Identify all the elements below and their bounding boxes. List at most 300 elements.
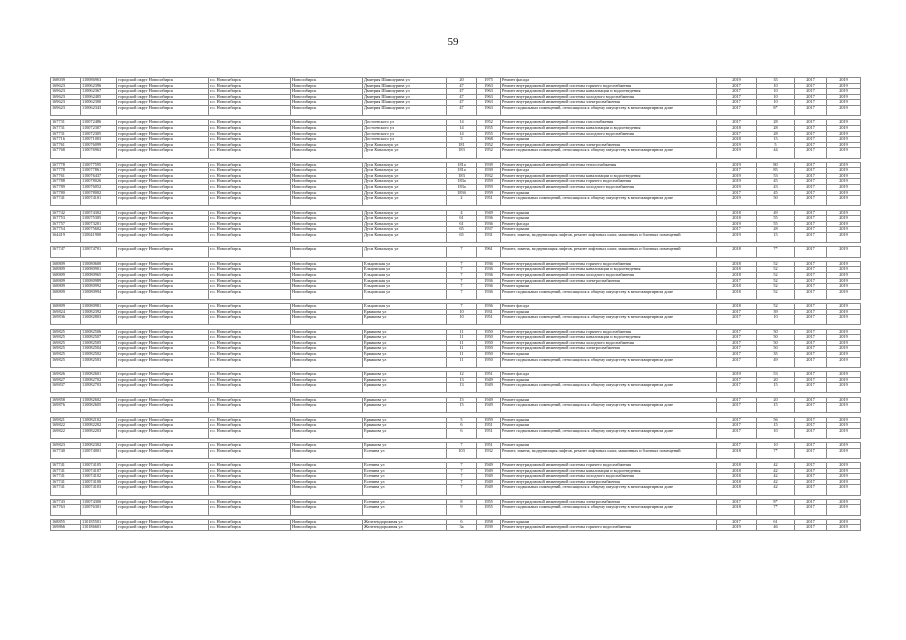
table-cell: 1950	[477, 346, 501, 352]
table-cell: городской округ Новосибирск	[117, 304, 209, 310]
table-cell: 2019	[827, 247, 861, 257]
table-cell: Ермакова ул	[363, 352, 447, 358]
table-row	[51, 105, 861, 115]
table-cell: городской округ Новосибирск	[117, 137, 209, 143]
table-cell: 7	[447, 479, 477, 485]
table-cell: 1950	[477, 352, 501, 358]
table-cell: г.о. Новосибирск	[209, 131, 291, 137]
table-cell: 2019	[827, 289, 861, 299]
table-cell: Новосибирск	[291, 89, 363, 95]
table-cell: Ремонт, замена, модернизация лифтов, ремонт лифтовых шахт, машинных и блочных помещений	[501, 448, 717, 458]
table-cell: Ремонт внутридомовой инженерной системы теплоснабжения	[501, 162, 717, 168]
table-cell: 1955	[477, 125, 501, 131]
table-cell: 2017	[795, 83, 827, 89]
table-cell: городской округ Новосибирск	[117, 463, 209, 469]
table-cell: 110072305	[81, 131, 117, 137]
table-cell: г.о. Новосибирск	[209, 468, 291, 474]
table-cell: городской округ Новосибирск	[117, 423, 209, 429]
table-cell: 1950	[477, 329, 501, 335]
table-cell: 167763	[51, 505, 81, 515]
table-cell: Новосибирск	[291, 247, 363, 257]
table-cell: Дуси Ковальчук ул	[363, 221, 447, 227]
table-cell: 110074100	[81, 479, 117, 485]
table-cell: 10	[757, 443, 795, 449]
table-cell: 80	[757, 162, 795, 168]
table-cell: 2019	[717, 525, 757, 531]
table-row	[51, 289, 861, 299]
table-cell: 7	[447, 261, 477, 267]
table-cell: 168809	[51, 261, 81, 267]
table-cell: 168809	[51, 304, 81, 310]
table-cell: 169623	[51, 100, 81, 106]
table-cell: 2019	[827, 100, 861, 106]
table-cell: Ремонт внутридомовой инженерной системы горячего водоснабжения	[501, 261, 717, 267]
table-cell: 2017	[795, 340, 827, 346]
table-cell: 183а	[447, 185, 477, 191]
table-cell: 2017	[795, 179, 827, 185]
table-cell: 110082504	[81, 346, 117, 352]
table-cell: 1952	[477, 142, 501, 148]
table-cell: 47	[447, 105, 477, 115]
table-cell: 2019	[827, 448, 861, 458]
table-cell: 2019	[827, 125, 861, 131]
table-cell: 1975	[477, 78, 501, 84]
table-cell: Новосибирск	[291, 185, 363, 191]
table-cell: городской округ Новосибирск	[117, 448, 209, 458]
table-cell: 1955	[477, 505, 501, 515]
table-cell: 1949	[477, 485, 501, 495]
table-cell: Железнодорожная ул	[363, 525, 447, 531]
table-cell: 2017	[795, 479, 827, 485]
table-cell: 2017	[795, 247, 827, 257]
table-cell: 2019	[827, 346, 861, 352]
table-cell: 169623	[51, 94, 81, 100]
table-cell: 1939	[477, 168, 501, 174]
table-cell: городской округ Новосибирск	[117, 428, 209, 438]
table-cell: 2019	[827, 340, 861, 346]
table-cell: 2019	[827, 485, 861, 495]
table-cell: 167742	[51, 210, 81, 216]
table-row	[51, 315, 861, 325]
table-cell: городской округ Новосибирск	[117, 340, 209, 346]
table-cell: 2017	[795, 474, 827, 480]
table-cell: г.о. Новосибирск	[209, 474, 291, 480]
table-cell: Дмитрия Шамшурина ул	[363, 83, 447, 89]
table-cell: 2019	[717, 233, 757, 243]
table-cell: 2017	[717, 190, 757, 196]
table-cell: Новосибирск	[291, 315, 363, 325]
table-cell: 169623	[51, 89, 81, 95]
table-cell: 110186601	[81, 525, 117, 531]
table-cell: Новосибирск	[291, 173, 363, 179]
table-cell: Ремонт крыши	[501, 352, 717, 358]
table-cell: 2017	[795, 428, 827, 438]
table-cell: Ельцовская ул	[363, 278, 447, 284]
table-cell: Ермакова ул	[363, 315, 447, 325]
table-cell: Достоевского ул	[363, 120, 447, 126]
table-cell: Дуси Ковальчук ул	[363, 233, 447, 243]
table-cell: Ермакова ул	[363, 383, 447, 393]
table-row	[51, 383, 861, 393]
table-cell: 110041900	[81, 233, 117, 243]
table-cell: 2018	[717, 272, 757, 278]
table-cell: 2018	[717, 474, 757, 480]
table-cell: г.о. Новосибирск	[209, 94, 291, 100]
table-cell: городской округ Новосибирск	[117, 210, 209, 216]
table-cell: 2019	[827, 315, 861, 325]
table-cell: 1949	[477, 210, 501, 216]
table-cell: 2017	[795, 210, 827, 216]
table-cell: 7	[447, 468, 477, 474]
table-cell: городской округ Новосибирск	[117, 179, 209, 185]
table-cell: 110074101	[81, 196, 117, 206]
table-cell: 28	[757, 120, 795, 126]
table-cell: 1955	[477, 499, 501, 505]
table-cell: 110082506	[81, 329, 117, 335]
table-cell: 5	[757, 142, 795, 148]
table-cell: 2018	[717, 463, 757, 469]
table-cell: 2019	[717, 372, 757, 378]
table-cell: 181а	[447, 162, 477, 168]
table-cell: 10	[757, 89, 795, 95]
table-cell: Дмитрия Шамшурина ул	[363, 94, 447, 100]
table-cell: Ермакова ул	[363, 443, 447, 449]
table-cell: 15	[447, 403, 477, 413]
table-cell: 13	[447, 383, 477, 393]
table-cell: 110071003	[81, 137, 117, 143]
table-cell: 42	[757, 474, 795, 480]
table-cell: 167743	[51, 499, 81, 505]
table-cell: 2017	[795, 216, 827, 222]
table-cell: 2019	[827, 468, 861, 474]
table-cell: Новосибирск	[291, 278, 363, 284]
table-cell: городской округ Новосибирск	[117, 372, 209, 378]
table-cell: Новосибирск	[291, 233, 363, 243]
table-cell: Ремонт подвальных помещений, относящихся к общему имуществу в многоквартирном доме	[501, 315, 717, 325]
table-cell: 1961	[477, 247, 501, 257]
table-cell: г.о. Новосибирск	[209, 352, 291, 358]
table-cell: г.о. Новосибирск	[209, 403, 291, 413]
table-cell: 2017	[795, 485, 827, 495]
table-cell: городской округ Новосибирск	[117, 216, 209, 222]
table-cell: Ремонт внутридомовой инженерной системы горячего водоснабжения	[501, 463, 717, 469]
table-cell: городской округ Новосибирск	[117, 443, 209, 449]
table-cell: 2019	[827, 505, 861, 515]
table-cell: 61	[757, 519, 795, 525]
table-cell: г.о. Новосибирск	[209, 278, 291, 284]
table-cell: 1951	[477, 315, 501, 325]
table-cell: г.о. Новосибирск	[209, 89, 291, 95]
table-cell: 2017	[795, 519, 827, 525]
table-cell: 50	[757, 346, 795, 352]
table-cell: 2017	[717, 168, 757, 174]
table-cell: 2019	[827, 397, 861, 403]
table-cell: Новосибирск	[291, 210, 363, 216]
table-cell: 9	[447, 505, 477, 515]
table-cell: 13	[447, 377, 477, 383]
table-cell: 181	[447, 142, 477, 148]
table-cell: 2017	[795, 284, 827, 290]
table-cell: Новосибирск	[291, 142, 363, 148]
table-cell: 168809	[51, 278, 81, 284]
table-cell: 2019	[827, 190, 861, 196]
table-cell: г.о. Новосибирск	[209, 428, 291, 438]
table-cell: Новосибирск	[291, 423, 363, 429]
table-cell: 47	[447, 89, 477, 95]
table-cell: 110075305	[81, 216, 117, 222]
table-cell: Ельцовская ул	[363, 304, 447, 310]
table-cell: 49	[757, 210, 795, 216]
table-cell: 2017	[795, 315, 827, 325]
table-cell: 1931	[477, 233, 501, 243]
table-cell: Новосибирск	[291, 168, 363, 174]
table-cell: г.о. Новосибирск	[209, 216, 291, 222]
table-cell: городской округ Новосибирск	[117, 397, 209, 403]
table-cell: 2019	[827, 383, 861, 393]
table-cell: г.о. Новосибирск	[209, 137, 291, 143]
table-cell: 168039	[51, 78, 81, 84]
table-cell: г.о. Новосибирск	[209, 423, 291, 429]
table-cell: 110062300	[81, 100, 117, 106]
table-cell: 2017	[795, 329, 827, 335]
table-cell: 169822	[51, 428, 81, 438]
table-cell: 110076099	[81, 142, 117, 148]
table-cell: 167741	[51, 468, 81, 474]
table-cell: 2017	[717, 423, 757, 429]
table-cell: 35	[757, 352, 795, 358]
table-cell: Новосибирск	[291, 485, 363, 495]
table-cell: 7	[447, 463, 477, 469]
table-cell: г.о. Новосибирск	[209, 148, 291, 158]
table-cell: г.о. Новосибирск	[209, 168, 291, 174]
table-cell: Новосибирск	[291, 179, 363, 185]
table-cell: Ремонт подвальных помещений, относящихся к общему имуществу в многоквартирном доме	[501, 403, 717, 413]
table-cell: 12	[447, 372, 477, 378]
table-cell: Новосибирск	[291, 372, 363, 378]
table-cell: 2017	[795, 372, 827, 378]
table-cell: 2017	[717, 227, 757, 233]
table-cell: 52	[757, 304, 795, 310]
table-cell: 110074302	[81, 210, 117, 216]
table-cell: 167741	[51, 474, 81, 480]
table-cell: 2017	[717, 346, 757, 352]
table-cell: 1950	[477, 340, 501, 346]
table-cell: Дуси Ковальчук ул	[363, 142, 447, 148]
table-cell: 1949	[477, 474, 501, 480]
table-cell: 2018	[717, 485, 757, 495]
table-cell: 2017	[795, 377, 827, 383]
table-cell: 1963	[477, 83, 501, 89]
table-cell: 110185501	[81, 519, 117, 525]
table-cell: 2019	[827, 142, 861, 148]
table-cell: Ремонт внутридомовой инженерной системы канализации и водоотведения	[501, 173, 717, 179]
table-cell: 2019	[827, 443, 861, 449]
table-cell: Ремонт внутридомовой инженерной системы электроснабжения	[501, 499, 717, 505]
table-cell: Ремонт внутридомовой инженерной системы горячего водоснабжения	[501, 329, 717, 335]
table-cell: Ермакова ул	[363, 329, 447, 335]
table-cell: 167757	[51, 221, 81, 227]
table-cell: 2017	[795, 168, 827, 174]
table-cell: Ермакова ул	[363, 340, 447, 346]
table-cell: Новосибирск	[291, 272, 363, 278]
table-cell: 2019	[827, 131, 861, 137]
table-cell: 39	[757, 309, 795, 315]
table-cell: Новосибирск	[291, 377, 363, 383]
table-cell: 7	[447, 247, 477, 257]
table-cell: 1949	[477, 479, 501, 485]
table-cell: 1949	[477, 403, 501, 413]
table-cell: Новосибирск	[291, 100, 363, 106]
table-cell: 4	[447, 210, 477, 216]
table-cell: Ремонт фасада	[501, 221, 717, 227]
table-cell: г.о. Новосибирск	[209, 443, 291, 449]
table-cell: 110062367	[81, 89, 117, 95]
table-cell: 2019	[717, 196, 757, 206]
table-cell: 2018	[717, 261, 757, 267]
table-cell: 167778	[51, 162, 81, 168]
table-cell: 2019	[827, 377, 861, 383]
table-cell: 15	[757, 403, 795, 413]
table-cell: 1952	[477, 148, 501, 158]
table-cell: Есенина ул	[363, 448, 447, 458]
table-cell: 110082605	[81, 403, 117, 413]
table-cell: городской округ Новосибирск	[117, 309, 209, 315]
table-cell: 183	[447, 173, 477, 179]
table-cell: 1950	[477, 357, 501, 367]
table-cell: г.о. Новосибирск	[209, 519, 291, 525]
table-cell: 2017	[795, 173, 827, 179]
table-cell: 169876	[51, 403, 81, 413]
table-cell: 1951	[477, 428, 501, 438]
table-cell: 1932	[477, 173, 501, 179]
table-cell: городской округ Новосибирск	[117, 346, 209, 352]
table-cell: г.о. Новосибирск	[209, 448, 291, 458]
table-cell: 2017	[717, 377, 757, 383]
table-cell: 2017	[795, 94, 827, 100]
table-cell: 2019	[827, 335, 861, 341]
table-cell: 2019	[827, 148, 861, 158]
page-number: 59	[447, 36, 459, 48]
table-cell: 110082601	[81, 372, 117, 378]
table-cell: Ремонт внутридомовой инженерной системы горячего водоснабжения	[501, 179, 717, 185]
table-cell: 110072307	[81, 125, 117, 131]
table-cell: г.о. Новосибирск	[209, 100, 291, 106]
table-cell: 169837	[51, 383, 81, 393]
table-cell: 167761	[51, 173, 81, 179]
table-cell: 2017	[795, 272, 827, 278]
table-cell: городской округ Новосибирск	[117, 105, 209, 115]
table-cell: Ермакова ул	[363, 423, 447, 429]
table-cell: 2017	[795, 525, 827, 531]
table-cell: 1937	[477, 227, 501, 233]
table-cell: городской округ Новосибирск	[117, 525, 209, 531]
table-cell: 15	[447, 397, 477, 403]
table-cell: г.о. Новосибирск	[209, 173, 291, 179]
table-cell: 2017	[795, 357, 827, 367]
table-cell: Ремонт фасада	[501, 78, 717, 84]
table-cell: 5	[447, 417, 477, 423]
table-cell: 2019	[827, 173, 861, 179]
table-cell: 2017	[717, 443, 757, 449]
table-cell: Ремонт внутридомовой инженерной системы электроснабжения	[501, 479, 717, 485]
table-cell: Новосибирск	[291, 335, 363, 341]
table-cell: Ремонт внутридомовой инженерной системы электроснабжения	[501, 278, 717, 284]
table-cell: 2017	[795, 227, 827, 233]
table-cell: 2018	[717, 304, 757, 310]
table-cell: Дуси Ковальчук ул	[363, 216, 447, 222]
table-cell: Новосибирск	[291, 443, 363, 449]
table-cell: Дуси Ковальчук ул	[363, 168, 447, 174]
table-cell: Ремонт крыши	[501, 519, 717, 525]
table-cell: 50	[757, 335, 795, 341]
table-cell: 46	[757, 525, 795, 531]
table-cell: г.о. Новосибирск	[209, 78, 291, 84]
table-cell: 52	[757, 272, 795, 278]
table-cell: 53	[757, 372, 795, 378]
table-cell: 110080600	[81, 261, 117, 267]
table-cell: 167741	[51, 196, 81, 206]
table-cell: Ремонт подвальных помещений, относящихся к общему имуществу в многоквартирном доме	[501, 428, 717, 438]
table-cell: городской округ Новосибирск	[117, 383, 209, 393]
table-cell: 2018	[717, 468, 757, 474]
table-cell: Новосибирск	[291, 352, 363, 358]
table-cell: городской округ Новосибирск	[117, 468, 209, 474]
table-cell: 2018	[717, 505, 757, 515]
table-cell: Ремонт подвальных помещений, относящихся к общему имуществу в многоквартирном доме	[501, 505, 717, 515]
table-cell: 35	[757, 78, 795, 84]
table-cell: г.о. Новосибирск	[209, 315, 291, 325]
table-cell: 45	[757, 179, 795, 185]
table-cell: городской округ Новосибирск	[117, 485, 209, 495]
table-cell: 169825	[51, 357, 81, 367]
table-cell: Ермакова ул	[363, 357, 447, 367]
table-cell: г.о. Новосибирск	[209, 196, 291, 206]
table-cell: Ремонт внутридомовой инженерной системы электроснабжения	[501, 346, 717, 352]
table-cell: Достоевского ул	[363, 137, 447, 143]
table-cell: городской округ Новосибирск	[117, 173, 209, 179]
table-cell: 2019	[827, 137, 861, 143]
works-table	[50, 77, 861, 531]
table-cell: Есенина ул	[363, 505, 447, 515]
table-cell: Ремонт крыши	[501, 227, 717, 233]
table-cell: 7	[447, 474, 477, 480]
table-cell: 110074701	[81, 247, 117, 257]
table-cell: Новосибирск	[291, 329, 363, 335]
table-cell: городской округ Новосибирск	[117, 131, 209, 137]
table-cell: 61	[447, 221, 477, 227]
table-cell: 110082392	[81, 309, 117, 315]
table-cell: 2017	[795, 100, 827, 106]
table-cell: г.о. Новосибирск	[209, 383, 291, 393]
table-cell: 167768	[51, 148, 81, 158]
table-cell: 50	[757, 196, 795, 206]
table-cell: 110082203	[81, 428, 117, 438]
table-cell: Ремонт внутридомовой инженерной системы холодного водоснабжения	[501, 185, 717, 191]
table-cell: Ермакова ул	[363, 417, 447, 423]
table-cell: 2018	[717, 247, 757, 257]
table-cell: 169858	[51, 397, 81, 403]
table-cell: городской округ Новосибирск	[117, 499, 209, 505]
table-cell: Ремонт, замена, модернизация лифтов, ремонт лифтовых шахт, машинных и блочных помещений	[501, 247, 717, 257]
table-cell: 2017	[717, 105, 757, 115]
table-cell: 1959	[477, 185, 501, 191]
table-cell: Новосибирск	[291, 131, 363, 137]
table-cell: 110082703	[81, 383, 117, 393]
table-cell: 168809	[51, 272, 81, 278]
table-cell: Есенина ул	[363, 479, 447, 485]
table-cell: 2019	[827, 196, 861, 206]
table-cell: 10	[757, 83, 795, 89]
